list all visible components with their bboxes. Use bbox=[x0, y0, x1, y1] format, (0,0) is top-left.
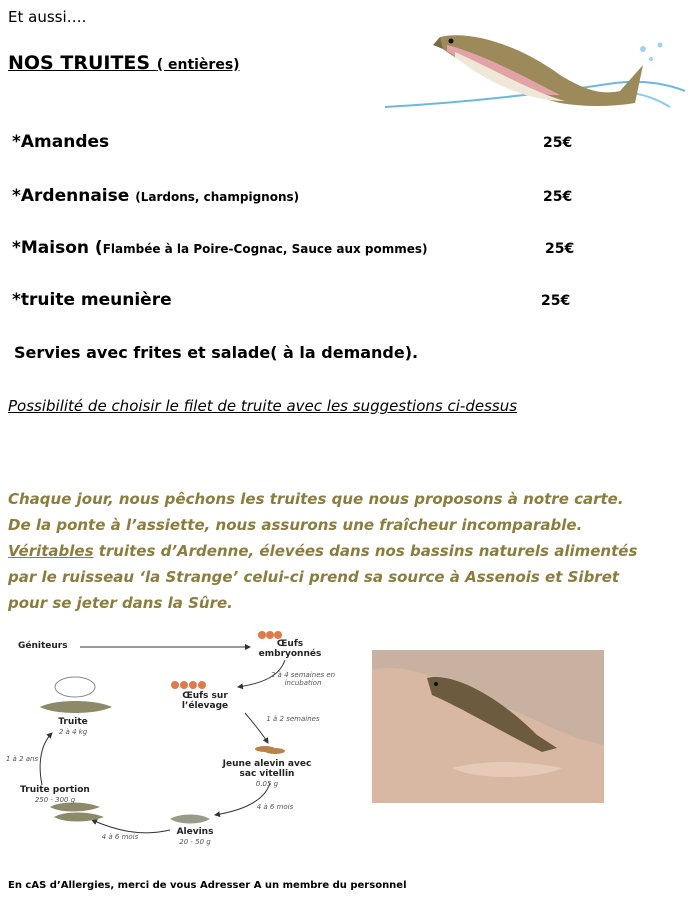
intro-text: Et aussi…. bbox=[8, 8, 87, 26]
label-truite: Truite 2 à 4 kg bbox=[58, 717, 88, 736]
story-highlight: Véritables bbox=[8, 542, 94, 560]
item-name: *Amandes bbox=[12, 132, 110, 152]
story-paragraph bbox=[8, 486, 698, 616]
menu-item-ardennaise bbox=[12, 186, 299, 206]
story-line: Chaque jour, nous pêchons les truites que nous proposons à notre carte. bbox=[8, 490, 624, 508]
label-jeune-alevin: Jeune alevin avec sac vitellin 0.05 g bbox=[222, 759, 312, 788]
label-alevins: Alevins 20 - 50 g bbox=[176, 827, 214, 846]
label-duration-1: 2 à 4 semaines en incubation bbox=[270, 671, 336, 687]
served-with-note: Servies avec frites et salade( à la demande). bbox=[14, 343, 419, 362]
item-name: *Maison ( bbox=[12, 238, 103, 258]
label-duration-3: 4 à 6 mois bbox=[256, 803, 294, 811]
label-oeufs-elevage: Œufs sur l’élevage bbox=[181, 691, 229, 711]
story-text: truites d’Ardenne, élevées dans nos bassins naturels alimentés bbox=[93, 542, 638, 560]
menu-item-meuniere bbox=[12, 290, 172, 310]
label-duration-5: 1 à 2 ans bbox=[5, 755, 39, 763]
label-oeufs-embryonnes: Œufs embryonnés bbox=[258, 639, 322, 659]
trout-life-cycle-diagram bbox=[0, 625, 360, 850]
label-truite-portion: Truite portion 250 - 300 g bbox=[20, 785, 90, 804]
allergy-notice: En cAS d’Allergies, merci de vous Adresser A un membre du personnel bbox=[8, 880, 407, 891]
title-paren: ( entières) bbox=[156, 57, 240, 73]
fillet-option-note: Possibilité de choisir le filet de truite avec les suggestions ci-dessus bbox=[8, 397, 518, 415]
story-line: par le ruisseau ‘la Strange’ celui-ci prend sa source à Assenois et Sibret bbox=[8, 568, 620, 586]
item-name: *truite meunière bbox=[12, 290, 172, 310]
leaping-trout-illustration bbox=[385, 25, 685, 125]
section-title bbox=[8, 52, 240, 74]
menu-item-amandes bbox=[12, 132, 109, 152]
label-geniteurs: Géniteurs bbox=[18, 641, 68, 651]
label-duration-2: 1 à 2 semaines bbox=[266, 715, 320, 723]
story-line bbox=[8, 538, 698, 564]
story-line: pour se jeter dans la Sûre. bbox=[8, 594, 233, 612]
trout-in-hand-photo bbox=[372, 650, 604, 803]
price-amandes: 25€ bbox=[543, 135, 573, 151]
label-duration-4: 4 à 6 mois bbox=[101, 833, 139, 841]
item-name: *Ardennaise bbox=[12, 186, 130, 206]
price-ardennaise: 25€ bbox=[543, 189, 573, 205]
menu-item-maison bbox=[12, 238, 428, 258]
price-maison: 25€ bbox=[545, 241, 575, 257]
title-main: NOS TRUITES bbox=[8, 52, 151, 74]
story-line: De la ponte à l’assiette, nous assurons une fraîcheur incomparable. bbox=[8, 516, 583, 534]
item-note: (Lardons, champignons) bbox=[135, 190, 300, 204]
item-note: Flambée à la Poire-Cognac, Sauce aux pommes) bbox=[102, 242, 428, 256]
price-meuniere: 25€ bbox=[541, 293, 571, 309]
